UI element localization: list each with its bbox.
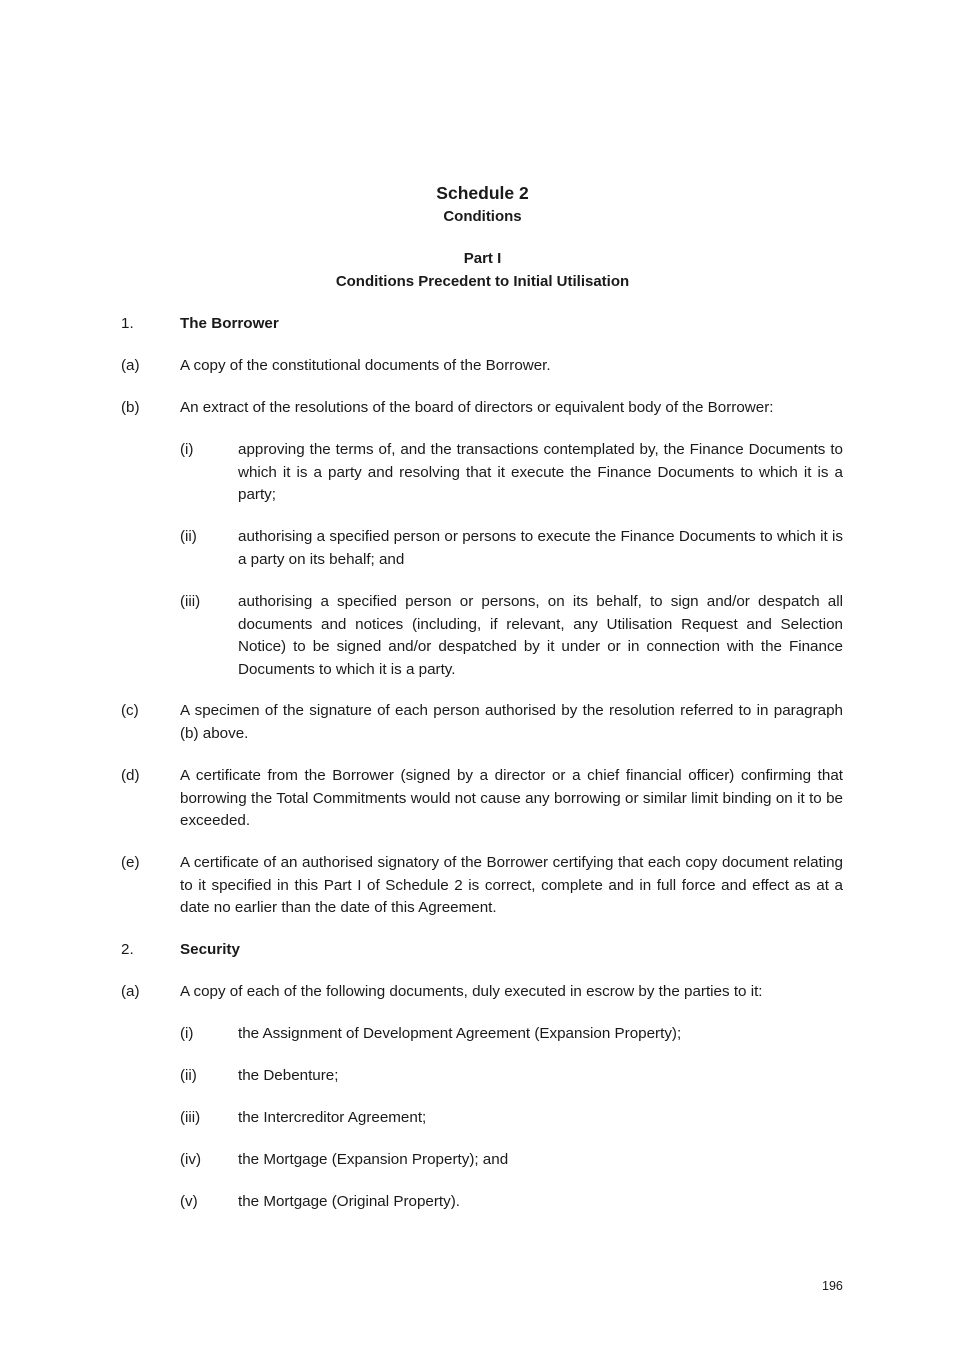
clause-label: (a): [121, 357, 140, 374]
clause-label: (c): [121, 702, 139, 719]
clause-text: An extract of the resolutions of the board of directors or equivalent body of the Borrower:: [180, 399, 774, 416]
part-number: Part I: [463, 250, 502, 267]
subclause-label: (i): [180, 1025, 194, 1042]
subclause-text: the Assignment of Development Agreement (Expansion Property);: [238, 1025, 682, 1042]
schedule-number: Schedule 2: [436, 183, 529, 203]
section-number: 2.: [121, 941, 134, 958]
section-heading: Security: [180, 941, 240, 958]
clause-label: (a): [121, 983, 140, 1000]
section-heading: The Borrower: [180, 315, 279, 332]
subclause-label: (iv): [180, 1151, 202, 1168]
subclause-label: (iii): [180, 593, 201, 610]
subclause-text: authorising a specified person or persons, on its behalf, to sign and/or despatch all documents and notices (including, if relevant, any Utilisation Request and Selection Notice) to be signed and/or despatched by it under or in connection with the Finance Documents to which it is a party.: [238, 593, 843, 678]
page-number: 196: [822, 1279, 843, 1293]
subclause-label: (ii): [180, 528, 197, 545]
clause-label: (e): [121, 854, 140, 871]
clause-label: (b): [121, 399, 140, 416]
subclause-label: (ii): [180, 1067, 197, 1084]
clause-text: A specimen of the signature of each person authorised by the resolution referred to in paragraph (b) above.: [180, 702, 843, 742]
clause-text: A certificate of an authorised signatory of the Borrower certifying that each copy document relating to it specified in this Part I of Schedule 2 is correct, complete and in full force and effect as at a date no earlier than the date of this Agreement.: [180, 854, 843, 916]
subclause-text: the Intercreditor Agreement;: [238, 1109, 427, 1126]
clause-text: A copy of the constitutional documents of the Borrower.: [180, 357, 551, 374]
schedule-title: Conditions: [443, 208, 522, 225]
part-title: Conditions Precedent to Initial Utilisation: [335, 273, 630, 290]
subclause-text: the Debenture;: [238, 1067, 339, 1084]
subclause-text: approving the terms of, and the transactions contemplated by, the Finance Documents to which it is a party and resolving that it execute the Finance Documents to which it is a party;: [238, 441, 843, 503]
subclause-text: the Mortgage (Original Property).: [238, 1193, 460, 1210]
clause-text: A copy of each of the following documents, duly executed in escrow by the parties to it:: [180, 983, 763, 1000]
section-number: 1.: [121, 315, 134, 332]
subclause-label: (iii): [180, 1109, 201, 1126]
subclause-label: (i): [180, 441, 194, 458]
subclause-text: authorising a specified person or persons to execute the Finance Documents to which it is a party on its behalf; and: [238, 528, 843, 568]
subclause-text: the Mortgage (Expansion Property); and: [238, 1151, 509, 1168]
clause-text: A certificate from the Borrower (signed by a director or a chief financial officer) confirming that borrowing the Total Commitments would not cause any borrowing or similar limit binding on it to be exceeded.: [180, 767, 843, 829]
clause-label: (d): [121, 767, 140, 784]
subclause-label: (v): [180, 1193, 198, 1210]
